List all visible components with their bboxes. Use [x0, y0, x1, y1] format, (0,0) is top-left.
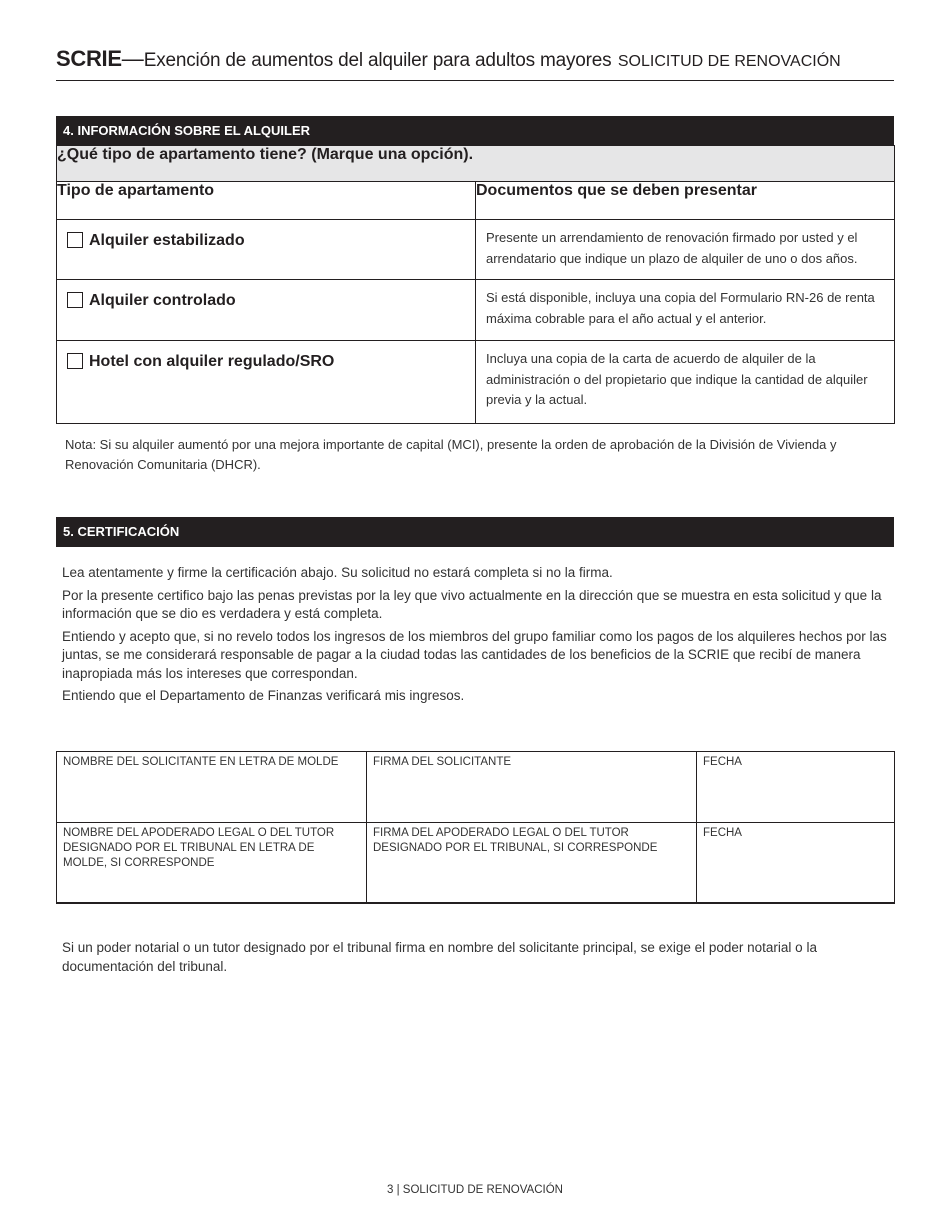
option-rent-stabilized — [57, 220, 476, 280]
guardian-name-field[interactable]: NOMBRE DEL APODERADO LEGAL O DEL TUTOR DESIGNADO POR EL TRIBUNAL EN LETRA DE MOLDE, SI CORRESPONDE — [57, 823, 367, 904]
checkbox-rent-controlled[interactable] — [67, 292, 83, 308]
page-header — [56, 46, 894, 81]
option-sro-hotel — [57, 341, 476, 424]
checkbox-rent-stabilized[interactable] — [67, 232, 83, 248]
signature-table — [56, 751, 895, 904]
apartment-question: ¿Qué tipo de apartamento tiene? (Marque una opción). — [57, 146, 895, 182]
table-row — [57, 220, 895, 280]
docs-rent-stabilized: Presente un arrendamiento de renovación firmado por usted y el arrendatario que indique un plazo de alquiler de uno o dos años. — [476, 220, 895, 280]
docs-sro-hotel: Incluya una copia de la carta de acuerdo de alquiler de la administración o del propietario que indique la cantidad de alquiler previa y la actual. — [476, 341, 895, 424]
cert-paragraph: Por la presente certifico bajo las penas previstas por la ley que vivo actualmente en la dirección que se muestra en esta solicitud y que la información que se dio es verdadera y está completa. — [62, 587, 882, 621]
section4-header: 4. INFORMACIÓN SOBRE EL ALQUILER — [56, 116, 894, 146]
question-row — [57, 146, 895, 182]
option-label: Alquiler estabilizado — [89, 232, 245, 249]
col-header-docs: Documentos que se deben presentar — [476, 182, 895, 220]
table-row — [57, 280, 895, 341]
title-dash: — — [121, 46, 144, 71]
docs-rent-controlled: Si está disponible, incluya una copia del Formulario RN-26 de renta máxima cobrable para el año actual y el anterior. — [476, 280, 895, 341]
section5-header: 5. CERTIFICACIÓN — [56, 517, 894, 547]
applicant-signature-field[interactable]: FIRMA DEL SOLICITANTE — [367, 752, 697, 823]
rent-info-table — [56, 145, 895, 424]
form-tag: SOLICITUD DE RENOVACIÓN — [617, 53, 841, 70]
poa-footnote: Si un poder notarial o un tutor designado por el tribunal firma en nombre del solicitante principal, se exige el poder notarial o la documentación del tribunal. — [62, 940, 817, 974]
applicant-name-field[interactable]: NOMBRE DEL SOLICITANTE EN LETRA DE MOLDE — [57, 752, 367, 823]
brand-title: SCRIE — [56, 46, 122, 71]
option-label: Alquiler controlado — [89, 292, 236, 309]
option-rent-controlled — [57, 280, 476, 341]
applicant-date-field[interactable]: FECHA — [697, 752, 895, 823]
applicant-row — [57, 752, 895, 823]
col-header-type: Tipo de apartamento — [57, 182, 476, 220]
option-label: Hotel con alquiler regulado/SRO — [89, 353, 335, 370]
cert-paragraph: Entiendo que el Departamento de Finanzas verificará mis ingresos. — [62, 688, 465, 703]
guardian-signature-field[interactable]: FIRMA DEL APODERADO LEGAL O DEL TUTOR DESIGNADO POR EL TRIBUNAL, SI CORRESPONDE — [367, 823, 697, 904]
certification-text — [62, 564, 892, 710]
page-subtitle: Exención de aumentos del alquiler para adultos mayores — [143, 50, 612, 71]
column-header-row — [57, 182, 895, 220]
mci-note: Nota: Si su alquiler aumentó por una mejora importante de capital (MCI), presente la orden de aprobación de la División de Vivienda y Renovación Comunitaria (DHCR). — [65, 437, 837, 472]
table-row — [57, 341, 895, 424]
checkbox-sro-hotel[interactable] — [67, 353, 83, 369]
cert-paragraph: Entiendo y acepto que, si no revelo todos los ingresos de los miembros del grupo familiar como los pagos de los alquileres hechos por las juntas, se me considerará responsable de pagar a la ciudad todas las cantidades de los beneficios de la SCRIE que recibí de manera inapropiada más los intereses que correspondan. — [62, 628, 887, 681]
cert-paragraph: Lea atentamente y firme la certificación abajo. Su solicitud no estará completa si no la firma. — [62, 565, 613, 580]
guardian-row — [57, 823, 895, 904]
guardian-date-field[interactable]: FECHA — [697, 823, 895, 904]
page-footer: 3 | SOLICITUD DE RENOVACIÓN — [387, 1184, 563, 1196]
